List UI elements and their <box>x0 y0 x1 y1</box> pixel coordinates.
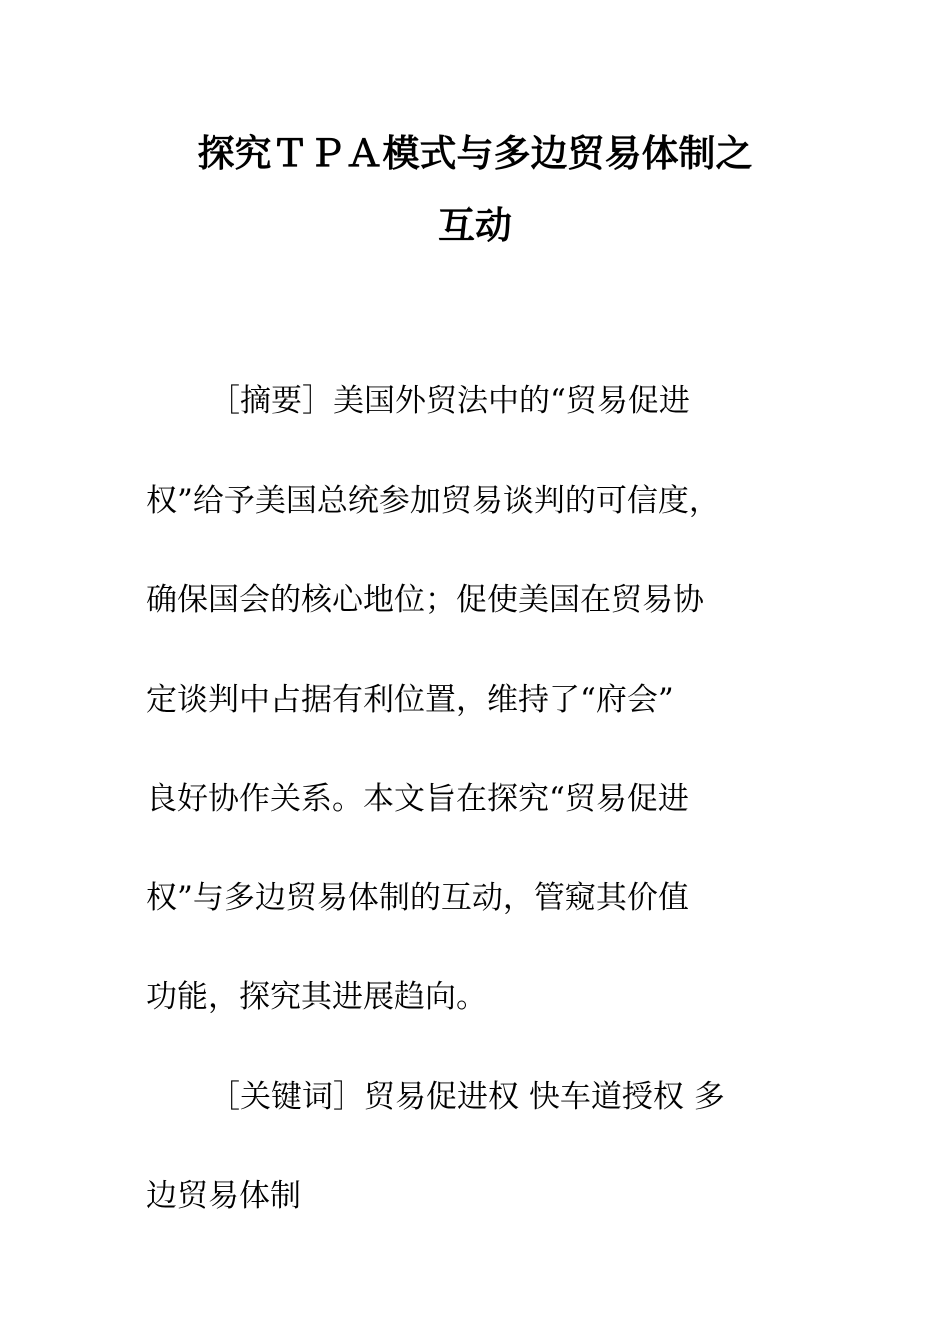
abstract-line-6: 权”与多边贸易体制的互动，管窥其价值 <box>146 880 689 916</box>
abstract-line-5: 良好协作关系。本文旨在探究“贸易促进 <box>146 781 689 817</box>
keywords-line-1: ［关键词］贸易促进权 快车道授权 多 <box>209 1079 725 1115</box>
document-title-line-2: 互动 <box>438 204 512 247</box>
abstract-line-4: 定谈判中占据有利位置，维持了“府会” <box>146 682 674 718</box>
abstract-line-2: 权”给予美国总统参加贸易谈判的可信度， <box>146 483 720 519</box>
abstract-line-7: 功能，探究其进展趋向。 <box>146 979 487 1015</box>
document-title-line-1: 探究ＴＰＡ模式与多边贸易体制之 <box>197 132 753 175</box>
abstract-line-3: 确保国会的核心地位；促使美国在贸易协 <box>146 582 704 618</box>
keywords-line-2: 边贸易体制 <box>146 1178 301 1214</box>
abstract-line-1: ［摘要］美国外贸法中的“贸易促进 <box>209 383 690 419</box>
